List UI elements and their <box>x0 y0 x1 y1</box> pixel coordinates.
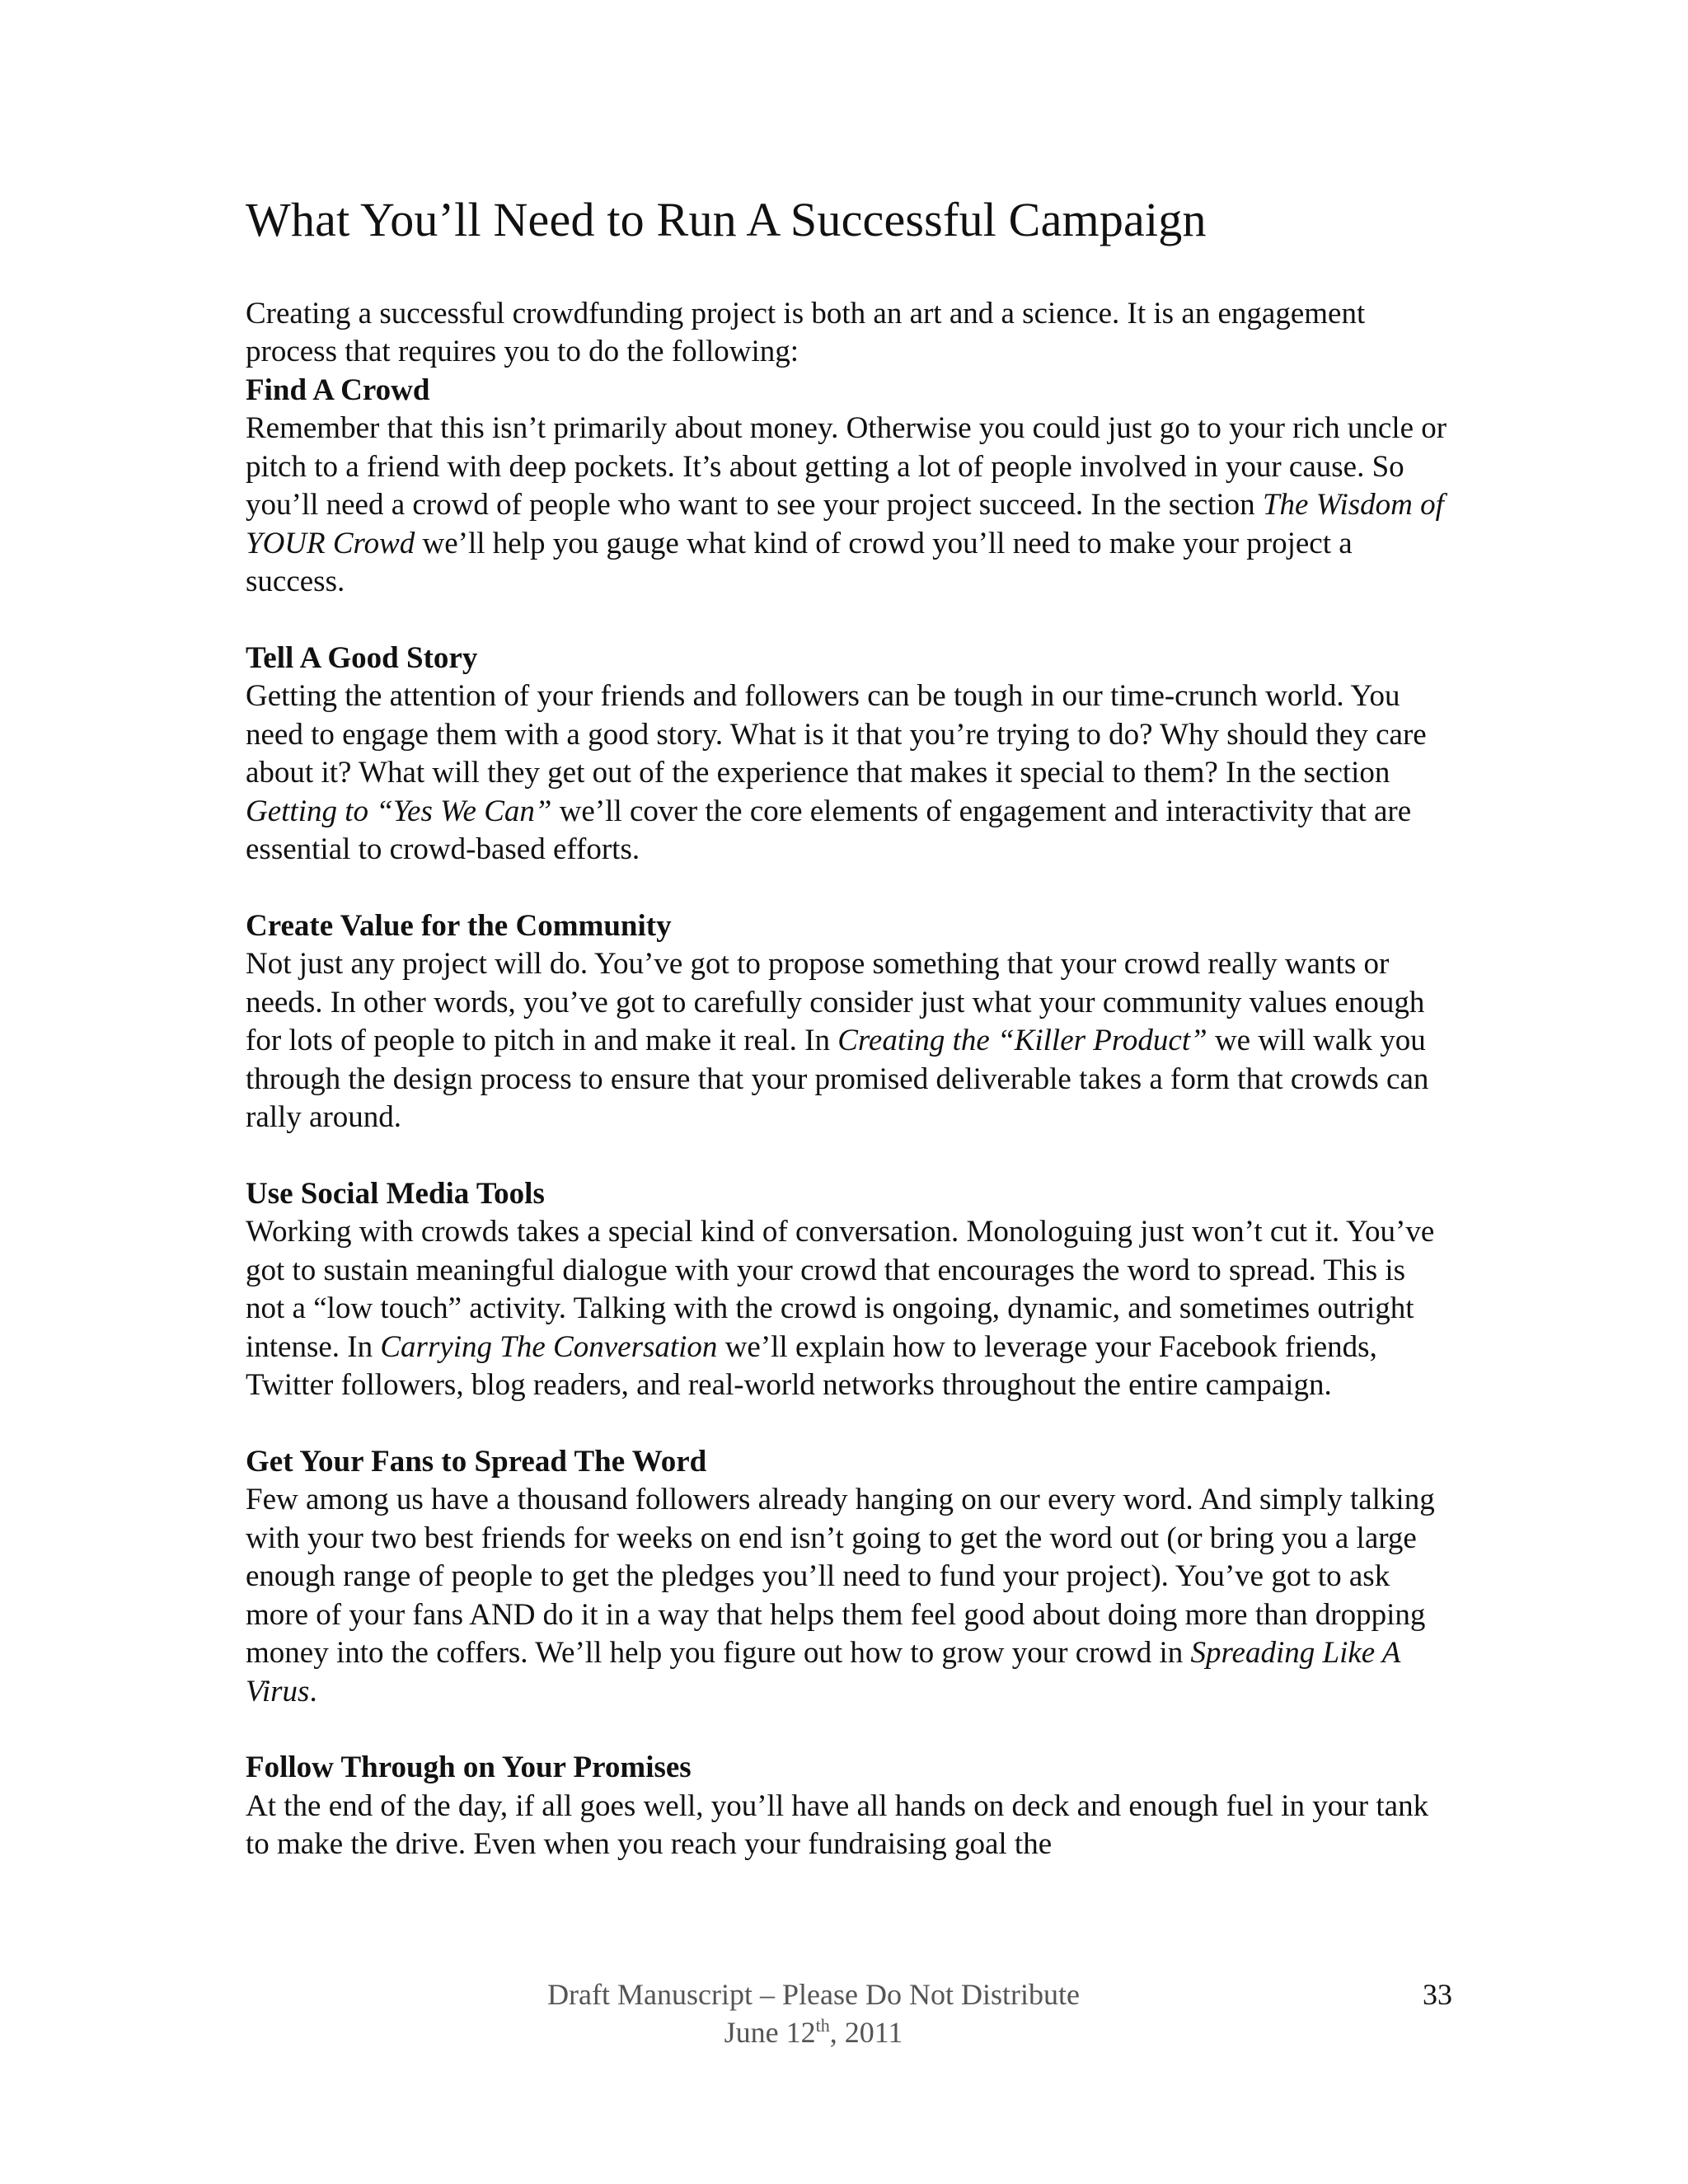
section-create-value <box>246 907 1449 1137</box>
section-heading: Tell A Good Story <box>246 640 478 675</box>
intro-paragraph: Creating a successful crowdfunding project is both an art and a science. It is an engagement process that requires you to do the following: <box>246 296 1366 369</box>
body-text: we’ll explain how to leverage your Facebook friends, Twitter followers, blog readers, and real-world networks throughout the entire campaign. <box>246 1329 1377 1403</box>
section-heading: Use Social Media Tools <box>246 1176 545 1211</box>
page-content <box>246 191 1449 1902</box>
section-heading: Follow Through on Your Promises <box>246 1750 692 1785</box>
section-reference: Creating the “Killer Product” <box>837 1024 1207 1058</box>
footer-date-month-day: June 12 <box>724 2016 816 2049</box>
body-text: Not just any project will do. You’ve got to propose something that your crowd really wants or needs. In other words, you’ve got to carefully consider just what your community values enough for lots of people to pitch in and make it real. In <box>246 947 1425 1058</box>
section-reference: Spreading Like A Virus <box>246 1636 1400 1708</box>
page-number: 33 <box>1423 1978 1452 2011</box>
section-heading: Get Your Fans to Spread The Word <box>246 1444 707 1479</box>
body-text: we’ll help you gauge what kind of crowd you’ll need to make your project a success. <box>246 526 1353 599</box>
section-find-a-crowd <box>246 372 1449 602</box>
section-social-media-tools <box>246 1175 1449 1405</box>
body-text: Remember that this isn’t primarily about money. Otherwise you could just go to your rich uncle or pitch to a friend with deep pockets. It’s about getting a lot of people involved in your cause. So you’ll need a crowd of people who want to see your project succeed. In the section <box>246 411 1447 523</box>
body-text: . <box>309 1674 317 1708</box>
page-footer <box>0 1971 1688 2070</box>
section-tell-a-good-story <box>246 640 1449 869</box>
footer-date-ordinal: th <box>815 2015 830 2036</box>
section-body <box>246 1481 1449 1711</box>
footer-notice: Draft Manuscript – Please Do Not Distribute <box>547 1978 1080 2011</box>
footer-date-year: , 2011 <box>829 2016 903 2049</box>
section-body <box>246 410 1449 602</box>
body-text: we’ll cover the core elements of engagement and interactivity that are essential to crowd-based efforts. <box>246 794 1412 867</box>
section-spread-the-word <box>246 1443 1449 1712</box>
section-follow-through <box>246 1749 1449 1864</box>
section-body <box>246 945 1449 1137</box>
section-reference: The Wisdom of YOUR Crowd <box>246 488 1444 560</box>
section-heading: Create Value for the Community <box>246 908 672 943</box>
section-heading: Find A Crowd <box>246 373 430 407</box>
footer-date <box>0 2014 1627 2050</box>
section-body <box>246 677 1449 869</box>
section-reference: Getting to “Yes We Can” <box>246 794 552 828</box>
body-text: we will walk you through the design process to ensure that your promised deliverable takes a form that crowds can rally around. <box>246 1024 1429 1135</box>
page-title: What You’ll Need to Run A Successful Campaign <box>246 193 1207 246</box>
body-text: Few among us have a thousand followers already hanging on our every word. And simply talking with your two best friends for weeks on end isn’t going to get the word out (or bring you a large enough range of people to get the pledges you’ll need to fund your project). You’ve got to ask more of your fans AND do it in a way that helps them feel good about doing more than dropping money into the coffers. We’ll help you figure out how to grow your crowd in <box>246 1483 1435 1671</box>
body-text: At the end of the day, if all goes well, you’ll have all hands on deck and enough fuel in your tank to make the drive. Even when you reach your fundraising goal the <box>246 1788 1429 1862</box>
section-reference: Carrying The Conversation <box>380 1329 718 1364</box>
body-text: Getting the attention of your friends and followers can be tough in our time-crunch world. You need to engage them with a good story. What is it that you’re trying to do? Why should they care about it? What will they get out of the experience that makes it special to them? In the section <box>246 679 1427 790</box>
section-body <box>246 1788 1449 1864</box>
section-body <box>246 1213 1449 1405</box>
body-text: Working with crowds takes a special kind of conversation. Monologuing just won’t cut it. You’ve got to sustain meaningful dialogue with your crowd that encourages the word to spread. This is not a “low touch” activity. Talking with the crowd is ongoing, dynamic, and sometimes outright intense. In <box>246 1215 1435 1364</box>
